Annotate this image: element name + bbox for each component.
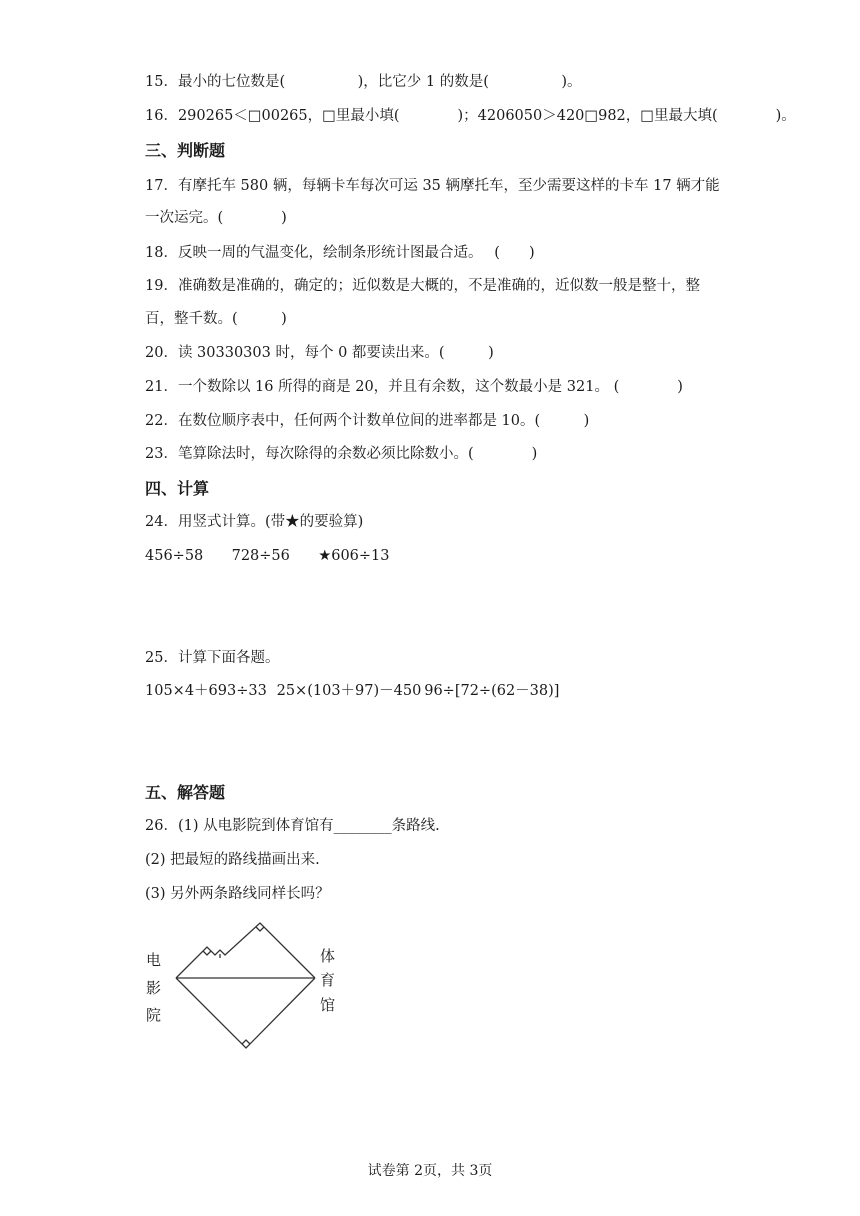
label-cinema-3: 院 xyxy=(146,1006,162,1024)
calc-item: ★606÷13 xyxy=(318,548,390,564)
label-cinema-1: 电 xyxy=(146,951,162,969)
section-heading-answers: 五、解答题 xyxy=(145,783,226,802)
question-22: 22．在数位顺序表中，任何两个计数单位间的进率都是 10。( ) xyxy=(145,413,590,429)
lower-route xyxy=(176,978,315,1048)
question-16: 16．290265＜□00265，□里最小填( )；4206050＞420□982，□里最大填( )。 xyxy=(145,108,796,124)
question-24: 24．用竖式计算。(带★的要验算) xyxy=(145,514,364,530)
question-26-part3: (3) 另外两条路线同样长吗？ xyxy=(145,886,330,902)
page-footer: 试卷第 2页，共 3页 xyxy=(367,1163,493,1179)
question-26-part1: 26．(1) 从电影院到体育馆有________条路线. xyxy=(145,818,440,834)
calc-item: 456÷58 xyxy=(145,548,204,564)
calc-item: 728÷56 xyxy=(231,548,290,564)
question-18: 18．反映一周的气温变化，绘制条形统计图最合适。 ( ) xyxy=(145,245,535,261)
question-21: 21．一个数除以 16 所得的商是 20，并且有余数，这个数最小是 321。 ( ) xyxy=(145,379,683,395)
question-24-items xyxy=(145,546,390,566)
section-heading-calculation: 四、计算 xyxy=(145,479,210,498)
question-26-part2: (2) 把最短的路线描画出来. xyxy=(145,852,320,868)
question-23: 23．笔算除法时，每次除得的余数必须比除数小。( ) xyxy=(145,446,538,462)
question-17-line2: 一次运完。( ) xyxy=(145,210,287,226)
question-19-line2: 百，整千数。( ) xyxy=(145,311,287,327)
question-17-line1: 17．有摩托车 580 辆，每辆卡车每次可运 35 辆摩托车，至少需要这样的卡车 17 辆才能 xyxy=(145,178,720,194)
question-20: 20．读 30330303 时，每个 0 都要读出来。( ) xyxy=(145,345,494,361)
label-gym-3: 馆 xyxy=(320,996,336,1014)
calc-item: 25×(103＋97)－450 xyxy=(276,683,422,699)
question-19-line1: 19．准确数是准确的，确定的；近似数是大概的，不是准确的，近似数一般是整十，整 xyxy=(145,278,700,294)
label-gym-1: 体 xyxy=(320,947,336,965)
label-gym-2: 育 xyxy=(320,971,336,989)
label-cinema-2: 影 xyxy=(146,979,162,997)
calc-item: 105×4＋693÷33 xyxy=(145,683,267,699)
question-15: 15．最小的七位数是( )，比它少 1 的数是( )。 xyxy=(145,74,582,90)
section-heading-judgment: 三、判断题 xyxy=(145,141,226,160)
calc-item: 96÷[72÷(62－38)] xyxy=(424,683,560,699)
question-25: 25．计算下面各题。 xyxy=(145,650,280,666)
route-diagram xyxy=(140,915,360,1069)
upper-route xyxy=(176,923,315,978)
question-25-items xyxy=(145,681,559,701)
